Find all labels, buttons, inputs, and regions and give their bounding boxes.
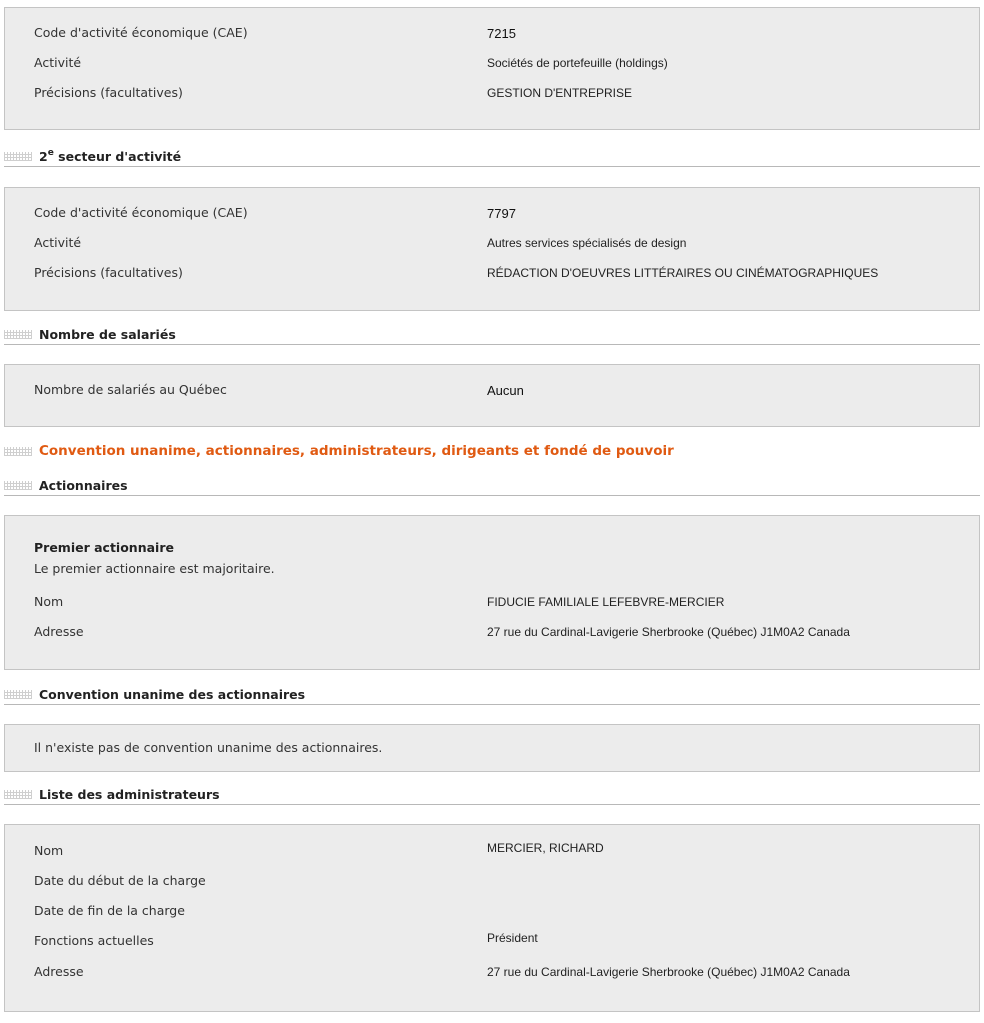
section-marker-icon [4, 790, 32, 799]
end-date-label: Date de fin de la charge [34, 903, 185, 918]
details-value: GESTION D'ENTREPRISE [487, 86, 632, 100]
details-value: RÉDACTION D'OEUVRES LITTÉRAIRES OU CINÉMATOGRAPHIQUES [487, 266, 879, 280]
directors-panel [4, 824, 980, 1012]
start-date-label: Date du début de la charge [34, 873, 206, 888]
main-section-title: Convention unanime, actionnaires, administrateurs, dirigeants et fondé de pouvoir [39, 443, 674, 459]
employees-heading [4, 327, 980, 345]
name-label: Nom [34, 843, 64, 858]
directors-title: Liste des administrateurs [39, 787, 220, 802]
name-label: Nom [34, 594, 64, 609]
majority-note: Le premier actionnaire est majoritaire. [34, 561, 275, 576]
main-section-heading [4, 444, 980, 462]
cae-label: Code d'activité économique (CAE) [34, 205, 248, 220]
activity-label: Activité [34, 55, 82, 70]
address-label: Adresse [34, 624, 84, 639]
functions-label: Fonctions actuelles [34, 933, 154, 948]
shareholders-heading [4, 478, 980, 496]
shareholders-title: Actionnaires [39, 478, 128, 493]
details-label: Précisions (facultatives) [34, 265, 183, 280]
cae-label: Code d'activité économique (CAE) [34, 25, 248, 40]
details-label: Précisions (facultatives) [34, 85, 183, 100]
section-marker-icon [4, 152, 32, 161]
name-value: MERCIER, RICHARD [487, 841, 604, 855]
activity-label: Activité [34, 235, 82, 250]
section-marker-icon [4, 481, 32, 490]
employees-value: Aucun [487, 383, 524, 398]
first-shareholder-heading: Premier actionnaire [34, 540, 174, 555]
section-marker-icon [4, 330, 32, 339]
cae-value: 7215 [487, 26, 516, 41]
unanimous-text: Il n'existe pas de convention unanime des actionnaires. [34, 740, 383, 755]
address-value: 27 rue du Cardinal-Lavigerie Sherbrooke (Québec) J1M0A2 Canada [487, 965, 850, 979]
sector2-title: 2e secteur d'activité [39, 148, 182, 165]
activity-value: Autres services spécialisés de design [487, 236, 687, 250]
shareholders-panel [4, 515, 980, 670]
address-label: Adresse [34, 964, 84, 979]
functions-value: Président [487, 931, 538, 945]
section-marker-icon [4, 447, 32, 456]
directors-heading [4, 787, 980, 805]
address-value: 27 rue du Cardinal-Lavigerie Sherbrooke (Québec) J1M0A2 Canada [487, 625, 850, 639]
name-value: FIDUCIE FAMILIALE LEFEBVRE-MERCIER [487, 595, 725, 609]
sector1-panel [4, 7, 980, 130]
employees-panel [4, 364, 980, 427]
section-marker-icon [4, 690, 32, 699]
cae-value: 7797 [487, 206, 516, 221]
employees-title: Nombre de salariés [39, 327, 176, 342]
sector2-heading [4, 149, 980, 167]
unanimous-heading [4, 687, 980, 705]
activity-value: Sociétés de portefeuille (holdings) [487, 56, 668, 70]
sector2-panel [4, 187, 980, 311]
unanimous-panel [4, 724, 980, 772]
unanimous-title: Convention unanime des actionnaires [39, 687, 306, 702]
employees-label: Nombre de salariés au Québec [34, 382, 227, 397]
